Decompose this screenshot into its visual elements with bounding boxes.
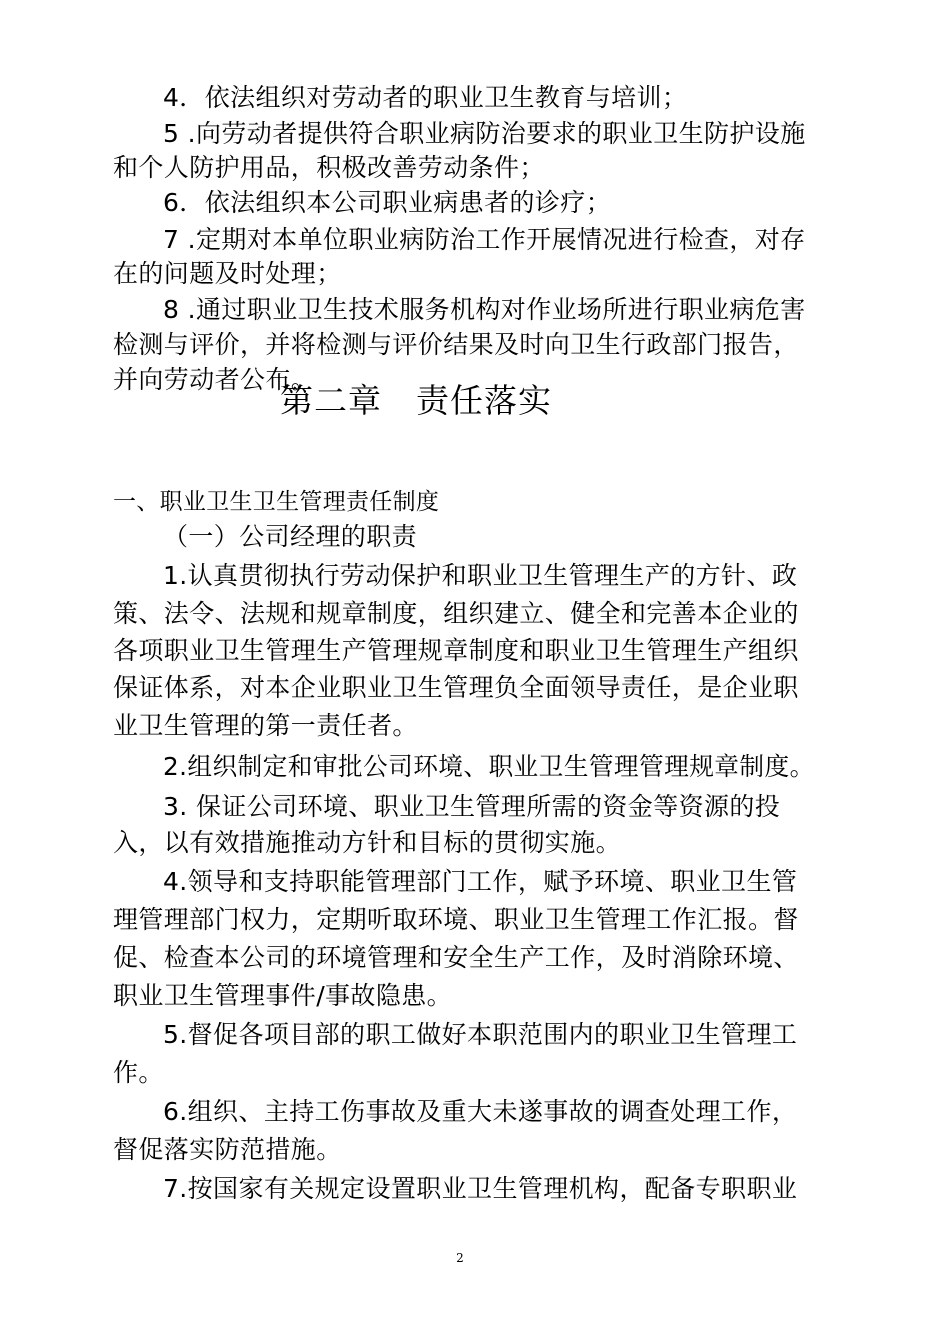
list-item-6: 6．依法组织本公司职业病患者的诊疗； xyxy=(163,188,612,217)
list-item-5: 5 .向劳动者提供符合职业病防治要求的职业卫生防护设施 xyxy=(163,119,806,148)
paragraph-line: 入，以有效措施推动方针和目标的贯彻实施。 xyxy=(113,828,622,857)
paragraph-line: 促、检查本公司的环境管理和安全生产工作，及时消除环境、 xyxy=(113,943,799,972)
page-number: 2 xyxy=(456,1251,464,1265)
paragraph-line: 业卫生管理的第一责任者。 xyxy=(113,711,418,740)
paragraph-line: 各项职业卫生管理生产管理规章制度和职业卫生管理生产组织 xyxy=(113,636,799,665)
paragraph-line: 4.领导和支持职能管理部门工作，赋予环境、职业卫生管 xyxy=(163,867,798,896)
paragraph-line: 1.认真贯彻执行劳动保护和职业卫生管理生产的方针、政 xyxy=(163,561,798,590)
subsection-title: （一）公司经理的职责 xyxy=(163,522,418,551)
paragraph-line: 保证体系，对本企业职业卫生管理负全面领导责任，是企业职 xyxy=(113,673,799,702)
list-item-8: 8 .通过职业卫生技术服务机构对作业场所进行职业病危害 xyxy=(163,295,806,324)
paragraph-line: 3. 保证公司环境、职业卫生管理所需的资金等资源的投 xyxy=(163,792,781,821)
list-item-4: 4．依法组织对劳动者的职业卫生教育与培训； xyxy=(163,83,688,112)
paragraph-line: 理管理部门权力，定期听取环境、职业卫生管理工作汇报。督 xyxy=(113,905,799,934)
paragraph-line: 2.组织制定和审批公司环境、职业卫生管理管理规章制度。 xyxy=(163,752,815,781)
paragraph-line: 7.按国家有关规定设置职业卫生管理机构，配备专职职业 xyxy=(163,1174,798,1203)
list-item-7-cont: 在的问题及时处理； xyxy=(113,259,342,288)
paragraph-line: 6.组织、主持工伤事故及重大未遂事故的调查处理工作， xyxy=(163,1097,798,1126)
paragraph-line: 作。 xyxy=(113,1058,164,1087)
list-item-8-cont: 检测与评价，并将检测与评价结果及时向卫生行政部门报告， xyxy=(113,330,799,359)
list-item-5-cont: 和个人防护用品，积极改善劳动条件； xyxy=(113,153,545,182)
paragraph-line: 职业卫生管理事件/事故隐患。 xyxy=(113,981,453,1010)
list-item-8-cont-2: 并向劳动者公布。 xyxy=(113,365,317,394)
paragraph-line: 5.督促各项目部的职工做好本职范围内的职业卫生管理工 xyxy=(163,1020,798,1049)
section-title: 一、职业卫生卫生管理责任制度 xyxy=(113,489,440,515)
chapter-title: 第二章 责任落实 xyxy=(280,381,552,420)
paragraph-line: 督促落实防范措施。 xyxy=(113,1135,342,1164)
list-item-7: 7 .定期对本单位职业病防治工作开展情况进行检查，对存 xyxy=(163,225,806,254)
paragraph-line: 策、法令、法规和规章制度，组织建立、健全和完善本企业的 xyxy=(113,599,799,628)
